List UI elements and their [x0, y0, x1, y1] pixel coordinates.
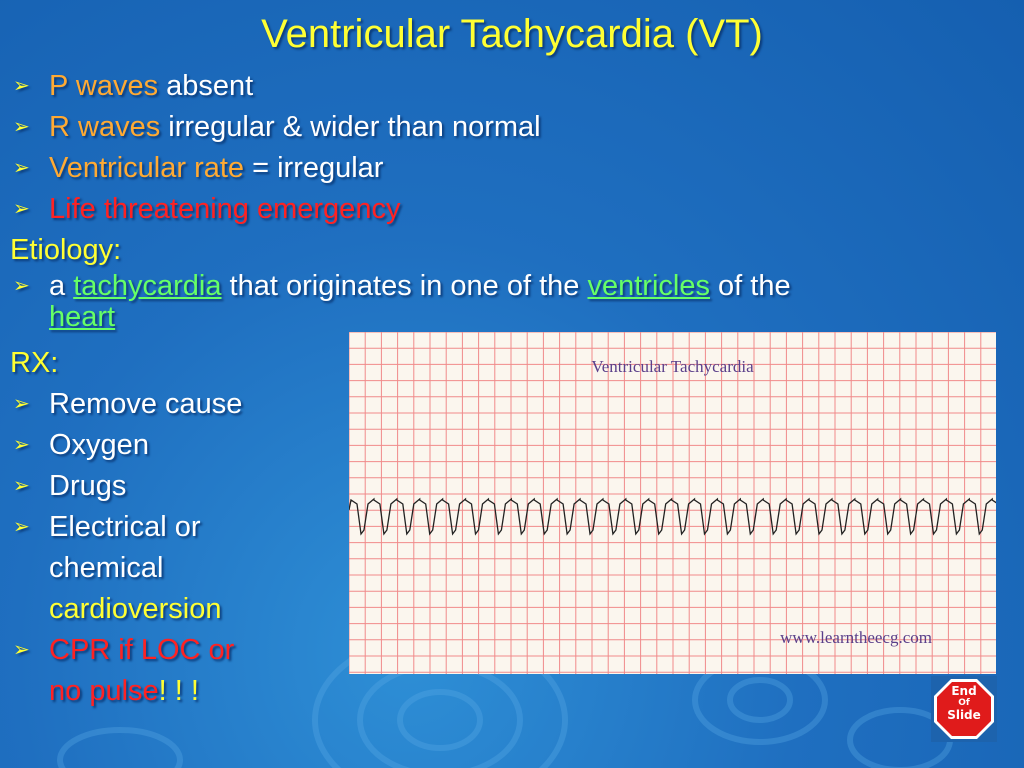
arrow-bullet-icon: ➢ — [13, 275, 30, 297]
etiology-bullet — [10, 271, 1010, 333]
bullet-text: absent — [158, 70, 254, 102]
bullet-text: = irregular — [244, 152, 384, 184]
link-tachycardia[interactable]: tachycardia — [73, 270, 222, 302]
etiology-text: of the — [709, 270, 791, 302]
link-ventricles[interactable]: ventricles — [587, 270, 710, 302]
arrow-bullet-icon: ➢ — [13, 116, 30, 138]
rx-heading: RX: — [10, 347, 59, 379]
ecg-grid-and-trace — [349, 332, 996, 674]
bullet-highlight: Ventricular rate — [49, 152, 245, 184]
rx-continuation-cardioversion: cardioversion — [49, 593, 222, 625]
ecg-source-url: www.learntheecg.com — [780, 628, 932, 647]
stop-sign-text-slide: Slide — [947, 708, 981, 722]
rx-continuation-no-pulse — [10, 671, 1010, 712]
bullet-ventricular-rate — [10, 148, 1010, 189]
arrow-bullet-icon: ➢ — [13, 516, 30, 538]
rx-item-label: Remove cause — [49, 388, 243, 420]
bullet-text: irregular & wider than normal — [160, 111, 541, 143]
bullet-highlight: P waves — [49, 70, 159, 102]
ecg-strip-title: Ventricular Tachycardia — [591, 357, 754, 376]
no-pulse-text: no pulse — [49, 675, 159, 707]
stop-sign-text-end: End — [951, 684, 977, 698]
arrow-bullet-icon: ➢ — [13, 393, 30, 415]
exclamation-text: ! ! ! — [158, 675, 199, 707]
arrow-bullet-icon: ➢ — [13, 434, 30, 456]
arrow-bullet-icon: ➢ — [13, 639, 30, 661]
ecg-strip-image — [349, 332, 996, 674]
bullet-highlight: Life threatening emergency — [49, 193, 401, 225]
rx-continuation-chemical: chemical — [49, 552, 164, 584]
end-of-slide-button[interactable] — [931, 676, 997, 742]
arrow-bullet-icon: ➢ — [13, 198, 30, 220]
etiology-heading: Etiology: — [10, 234, 122, 266]
etiology-text: a — [49, 270, 74, 302]
arrow-bullet-icon: ➢ — [13, 75, 30, 97]
link-heart[interactable]: heart — [49, 301, 116, 333]
bullet-highlight: R waves — [49, 111, 161, 143]
bullet-r-waves — [10, 107, 1010, 148]
arrow-bullet-icon: ➢ — [13, 157, 30, 179]
etiology-text: that originates in one of the — [221, 270, 588, 302]
bullet-p-waves — [10, 66, 1010, 107]
arrow-bullet-icon: ➢ — [13, 475, 30, 497]
slide-title: Ventricular Tachycardia (VT) — [261, 12, 763, 56]
rx-item-label: Electrical or — [49, 511, 201, 543]
rx-item-label: Drugs — [49, 470, 127, 502]
bullet-life-threatening — [10, 189, 1010, 230]
rx-item-label: CPR if LOC or — [49, 634, 235, 666]
stop-sign-text-of: Of — [958, 698, 970, 708]
rx-item-label: Oxygen — [49, 429, 149, 461]
